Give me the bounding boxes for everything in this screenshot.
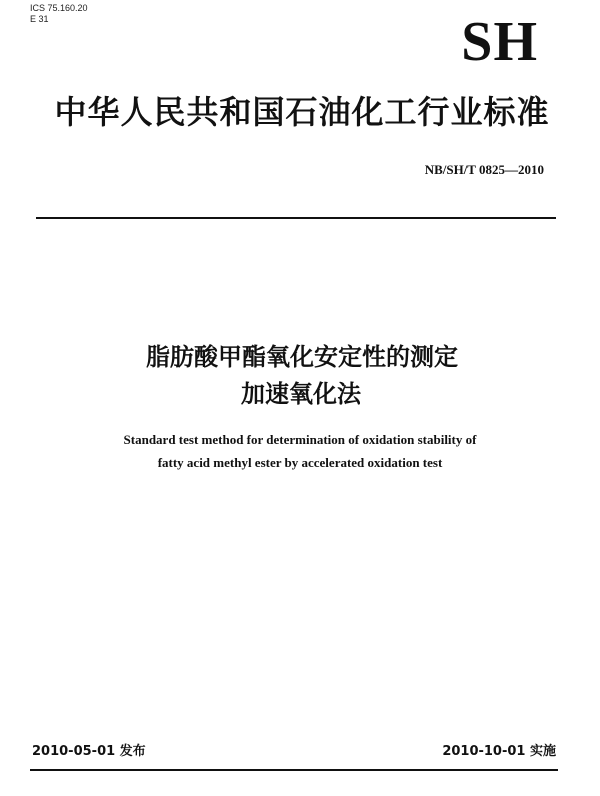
ccs-code: E 31 [30, 14, 49, 24]
issue-date: 2010-05-01 发布 [32, 744, 146, 759]
english-title-line-2: fatty acid methyl ester by accelerated oxidation test [157, 455, 443, 470]
sh-logo: SH [461, 11, 538, 73]
standard-category-title: 中华人民共和国石油化工行业标准 [54, 93, 550, 131]
implementation-date: 2010-10-01 实施 [442, 744, 556, 759]
header-divider [36, 217, 556, 219]
chinese-title-line-1: 脂肪酸甲酯氧化安定性的测定 [146, 343, 458, 371]
standard-number: NB/SH/T 0825—2010 [424, 162, 544, 177]
english-title-line-1: Standard test method for determination of oxidation stability of [123, 432, 477, 447]
chinese-title-line-2: 加速氧化法 [241, 380, 361, 408]
ics-code: ICS 75.160.20 [30, 3, 88, 13]
footer-divider [30, 769, 558, 771]
